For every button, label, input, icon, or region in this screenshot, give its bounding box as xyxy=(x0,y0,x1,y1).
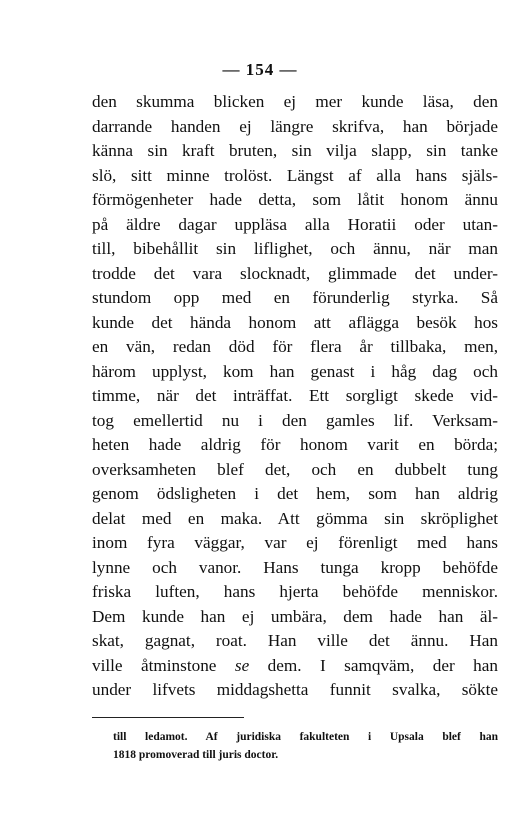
text-line: overksamheten blef det, och en dubbelt tung xyxy=(92,459,498,479)
text-line: skat, gagnat, roat. Han ville det ännu. Han xyxy=(92,631,498,650)
text-line: delat med en maka. Att gömma sin skröplighet xyxy=(92,508,498,528)
text-line: den skumma blicken ej mer kunde läsa, den xyxy=(92,92,498,111)
text-line: heten hade aldrig för honom varit en börda; xyxy=(92,435,498,454)
footnote-divider xyxy=(92,717,244,718)
body-text xyxy=(92,90,498,703)
text-line: härom upplyst, kom han genast i håg dag och xyxy=(92,361,498,381)
text-line: darrande handen ej längre skrifva, han började xyxy=(92,116,498,136)
text-line: stundom opp med en förunderlig styrka. Så xyxy=(92,288,498,307)
text-line: genom ödsligheten i det hem, som han aldrig xyxy=(92,484,498,503)
text-line: till, bibehållit sin liflighet, och ännu, när man xyxy=(92,239,498,258)
text-line: förmögenheter hade detta, som låtit honom ännu xyxy=(92,190,498,209)
text-line: trodde det vara slocknadt, glimmade det under- xyxy=(92,263,498,283)
text-line: på äldre dagar uppläsa alla Horatii oder utan- xyxy=(92,214,498,234)
text-line: lynne och vanor. Hans tunga kropp behöfde xyxy=(92,557,498,577)
text-line: under lifvets middagshetta funnit svalka, sökte xyxy=(92,680,498,699)
text-line: slö, sitt minne trolöst. Längst af alla hans själs- xyxy=(92,165,498,185)
footnote-line: 1818 promoverad till juris doctor. xyxy=(113,749,279,761)
emphasized-word: se xyxy=(234,655,250,675)
text-line: känna sin kraft bruten, sin vilja slapp, sin tanke xyxy=(92,141,498,160)
text-span: ville åtminstone xyxy=(92,655,235,675)
text-line: timme, när det inträffat. Ett sorgligt skede vid- xyxy=(92,386,498,405)
text-line: en vän, redan död för flera år tillbaka, men, xyxy=(92,337,498,356)
text-line: kunde det hända honom att aflägga besök hos xyxy=(92,312,498,332)
text-line xyxy=(92,654,498,679)
text-span: dem. I samqväm, der han xyxy=(249,655,498,675)
footnote-line: till ledamot. Af juridiska fakulteten i Upsala blef han xyxy=(113,731,498,743)
text-line: friska luften, hans hjerta behöfde menniskor. xyxy=(92,582,498,601)
text-line: tog emellertid nu i den gamles lif. Verksam- xyxy=(92,410,498,430)
text-line: Dem kunde han ej umbära, dem hade han äl- xyxy=(92,606,498,626)
footnote xyxy=(113,728,498,764)
page-number: — 154 — xyxy=(222,60,298,79)
text-line: inom fyra väggar, var ej förenligt med hans xyxy=(92,533,498,552)
